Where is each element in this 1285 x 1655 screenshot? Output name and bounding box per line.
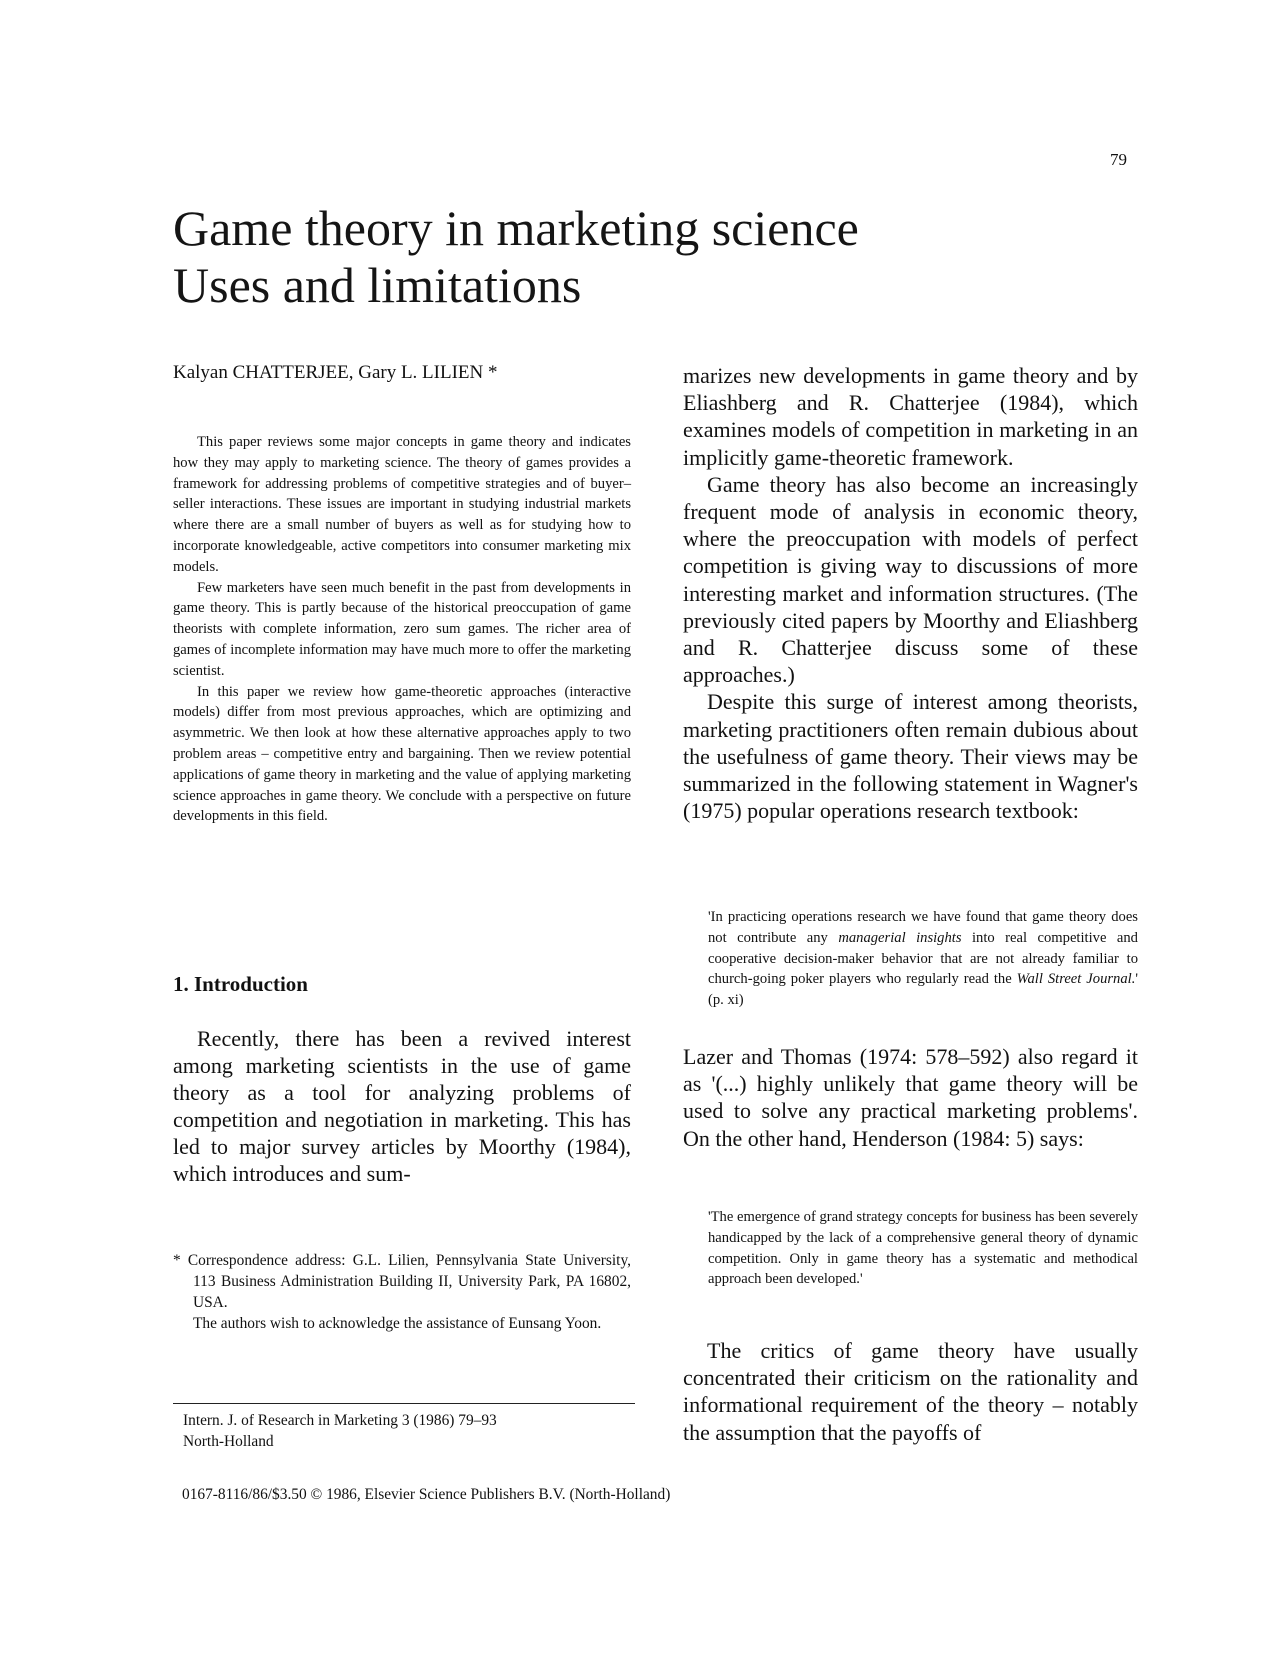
introduction-paragraph-1: Recently, there has been a revived interest among marketing scientists in the use of game theory as a tool for analyzing problems of competition and negotiation in marketing. This has led to major survey articles by Moorthy (1984), which introduces and sum- — [173, 1026, 631, 1186]
authors: Kalyan CHATTERJEE, Gary L. LILIEN * — [173, 362, 498, 383]
right-paragraph-3: Despite this surge of interest among theorists, marketing practitioners often remain dubious about the usefulness of game theory. Their views may be summarized in the following statement in Wagner's (1975) popular operations research textbook: — [683, 689, 1138, 824]
introduction-text — [173, 1025, 631, 1187]
right-paragraph-2: Game theory has also become an increasingly frequent mode of analysis in economic theory, where the preoccupation with models of perfect competition is giving way to discussions of more interesting market and information structures. (The previously cited papers by Moorthy and Eliashberg and R. Chatterjee discuss some of these approaches.) — [683, 471, 1138, 688]
right-column-top — [683, 362, 1138, 824]
section-heading-introduction: 1. Introduction — [173, 972, 308, 996]
journal-divider — [173, 1403, 635, 1404]
abstract-paragraph-2: Few marketers have seen much benefit in the past from developments in game theory. This is partly because of the historical preoccupation of game theorists with complete information, zero sum games. The richer area of games of incomplete information may have much more to offer the marketing scientist. — [173, 579, 631, 679]
journal-publisher: North-Holland — [183, 1433, 274, 1450]
page-number: 79 — [1110, 150, 1127, 169]
abstract-paragraph-3: In this paper we review how game-theoretic approaches (interactive models) differ from most previous approaches, which are optimizing and asymmetric. We then look at how these alternative approaches apply to two problem areas – competitive entry and bargaining. Then we review potential applications of game theory in marketing and the value of applying marketing science approaches in game theory. We conclude with a perspective on future developments in this field. — [173, 683, 631, 825]
right-paragraph-4: Lazer and Thomas (1974: 578–592) also regard it as '(...) highly unlikely that game theory will be used to solve any practical marketing problems'. On the other hand, Henderson (1984: 5) says: — [683, 1044, 1138, 1151]
journal-info — [183, 1410, 497, 1452]
wagner-quote — [708, 907, 1138, 1011]
right-column-bottom — [683, 1337, 1138, 1446]
henderson-quote-text: 'The emergence of grand strategy concepts for business has been severely handicapped by the lack of a comprehensive general theory of dynamic competition. Only in game theory has a systematic and methodical approach been developed.' — [708, 1209, 1138, 1288]
title-line-2: Uses and limitations — [173, 257, 582, 313]
quote1-emphasis: managerial insights — [838, 929, 962, 946]
quote1-part-b: into real competitive and cooperative decision-maker behavior that are not already familiar to church-going poker players who regularly read the — [708, 929, 1138, 988]
paper-title — [173, 200, 859, 314]
abstract-paragraph-1: This paper reviews some major concepts in game theory and indicates how they may apply to marketing science. The theory of games provides a framework for addressing problems of competitive strategies and of buyer–seller interactions. These issues are important in studying industrial markets where there are a small number of buyers as well as for studying how to incorporate knowledgeable, active competitors into consumer marketing mix models. — [173, 434, 631, 575]
quote1-journal-name: Wall Street Journal. — [1016, 971, 1136, 988]
footnote-address: * Correspondence address: G.L. Lilien, Pennsylvania State University, 113 Business Administration Building II, University Park, PA 16802, USA. — [173, 1252, 631, 1311]
correspondence-footnote — [173, 1250, 631, 1334]
wagner-quote-text — [708, 907, 1138, 1011]
footnote-acknowledgement: The authors wish to acknowledge the assistance of Eunsang Yoon. — [193, 1315, 602, 1332]
right-paragraph-5: The critics of game theory have usually concentrated their criticism on the rationality and informational requirement of the theory – notably the assumption that the payoffs of — [683, 1338, 1138, 1445]
right-paragraph-1: marizes new developments in game theory and by Eliashberg and R. Chatterjee (1984), which examines models of competition in marketing in an implicitly game-theoretic framework. — [683, 363, 1138, 470]
henderson-quote — [708, 1207, 1138, 1290]
quote1-part-a: 'In practicing operations research we have found that game theory does not contribute any — [708, 909, 1138, 946]
journal-citation: Intern. J. of Research in Marketing 3 (1986) 79–93 — [183, 1412, 497, 1429]
quote1-part-c: ' (p. xi) — [708, 971, 1138, 1009]
abstract — [173, 432, 631, 827]
copyright-line: 0167-8116/86/$3.50 © 1986, Elsevier Science Publishers B.V. (North-Holland) — [182, 1486, 671, 1503]
right-column-middle — [683, 1043, 1138, 1152]
title-line-1: Game theory in marketing science — [173, 200, 859, 256]
